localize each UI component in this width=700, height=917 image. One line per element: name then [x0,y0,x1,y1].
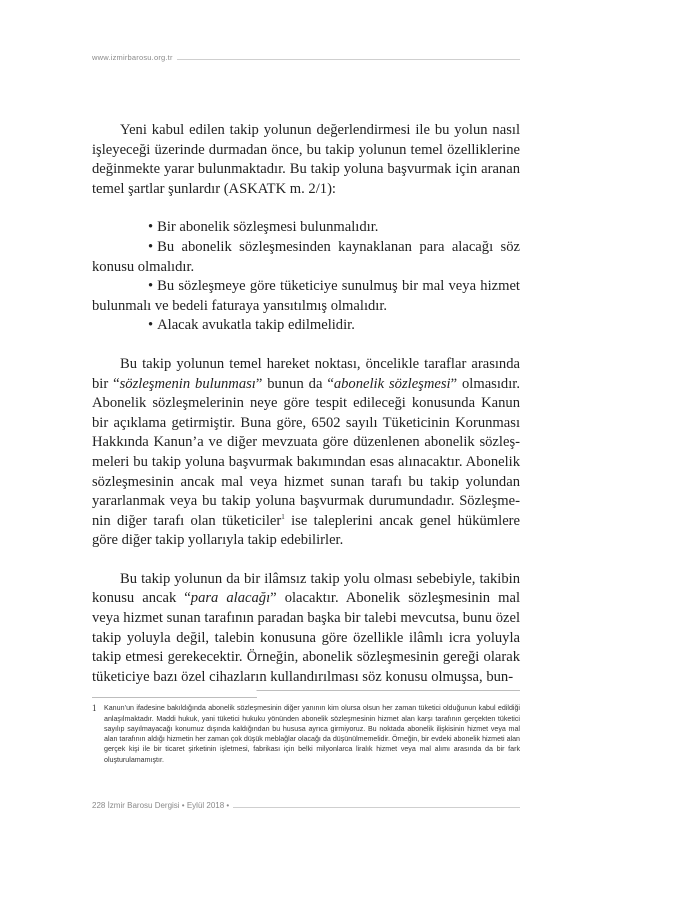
list-item-text: Bu sözleşmeye göre tüketiciye sunulmuş bir mal veya hizmet bulunmalı ve bedeli faturaya yansıtılmış olmalıdır. [92,278,520,314]
footnote-text: Kanun’un ifadesine bakıldığında abonelik sözleşmesinin diğer yanının kim olursa olsun her zaman tüketici olduğunun kabul edildiği anlaşılmaktadır. Maddi hukuk, yani tüketici hukuku yönünden abonelik sözleşmesinin hizmet alan karşı tarafının gerçekten tüketici sayılıp sayılmayacağı konumuz dışında kaldığından bu hususa ayrıca girmiyoruz. Bu noktada abonelik ilişkisinin hizmet veya mal alan tarafının aldığı hizmetin her zaman çok düşük meblağlar olacağı da düşünülmemelidir. Örneğin, bir evdeki abonelik hizmeti alan gerçek kişi ile bir ticaret şirketinin işletmesi, fabrikası için belki milyonlarca liralık hizmet veya mal alımı arasında da bir fark oluşturulamamıştır. [104,704,520,764]
page-header [92,53,520,67]
list-item-text: Bir abonelik sözleşmesi bulunmalıdır. [157,219,379,236]
page-footer [92,801,520,815]
paragraph-money-claim: Bu takip yolunun da bir ilâmsız takip yolu olması sebebiyle, takibin konusu ancak “para alacağı” olacaktır. Abonelik sözleşmesinin mal veya hizmet sunan tarafının paradan başka bir talebi mevcutsa, bunu özel takip yoluyla değil, talebin konusuna göre özellikle ilâmlı icra yoluyla takip etmesi gerekecektir. Örneğin, abonelik sözleşmesinin gereği olarak tüketiciye bazı özel cihazların kullandırılması söz konusu olmuşsa, bun- [92,570,521,685]
bullet-symbol: • [148,219,154,236]
footnote [92,703,520,765]
bullet-symbol: • [148,317,154,334]
list-item [92,238,520,277]
emphasis-text: para alacağı [190,590,271,607]
paragraph-contract-basis: Bu takip yolunun temel hareket noktası, öncelikle taraflar arasında bir “sözleşmenin bulunması” bunun da “abonelik sözleşmesi” olmasıdır. Abonelik sözleşmelerinin neye göre tespit edileceği konusunda Kanun bir açıklama getirmiştir. Buna göre, 6502 sayılı Tüketicinin Korunması Hakkında Kanun’a ve diğer mevzuata göre düzenlenen abonelik sözleşmeleri bu takip yoluna başvurmak bakımından esas alınacaktır. Abonelik sözleşmesinin ancak mal veya hizmet sunan tarafı bu takip yolundan yararlanmak veya bu takip yoluna başvurmak durumundadır. Sözleşmenin diğer tarafı olan tüketiciler$^1$ ise taleplerini ancak genel hükümlere göre diğer takip yollarıyla takip edebilirler. [92,355,521,549]
article-body [92,121,520,687]
requirements-list [92,218,520,336]
header-url[interactable]: www.izmirbarosu.org.tr [92,53,177,62]
emphasis-text: abonelik sözleşmesi [333,375,451,392]
list-item [92,218,520,238]
bullet-symbol: • [148,278,154,295]
list-item [92,277,520,316]
emphasis-text: sözleşmenin bulunması [119,375,256,392]
footer-text: 228 İzmir Barosu Dergisi • Eylül 2018 • [92,801,233,810]
bullet-symbol: • [148,238,154,255]
footnote-number: 1 [92,703,97,713]
intro-paragraph: Yeni kabul edilen takip yolunun değerlendirmesi ile bu yolun nasıl işleyeceği üzerinde durmadan önce, bu takip yolunun temel özelliklerine değinmekte yarar bulunmaktadır. Bu takip yoluna başvurmak için aranan temel şartlar şunlardır (ASKATK m. 2/1): [92,122,520,197]
list-item-text: Bu abonelik sözleşmesinden kaynaklanan para alacağı söz konusu olmalıdır. [92,238,520,275]
footnote-divider [92,689,520,701]
list-item-text: Alacak avukatla takip edilmelidir. [157,317,355,334]
list-item [92,316,520,336]
footnote-reference[interactable]: 1 [281,512,285,521]
